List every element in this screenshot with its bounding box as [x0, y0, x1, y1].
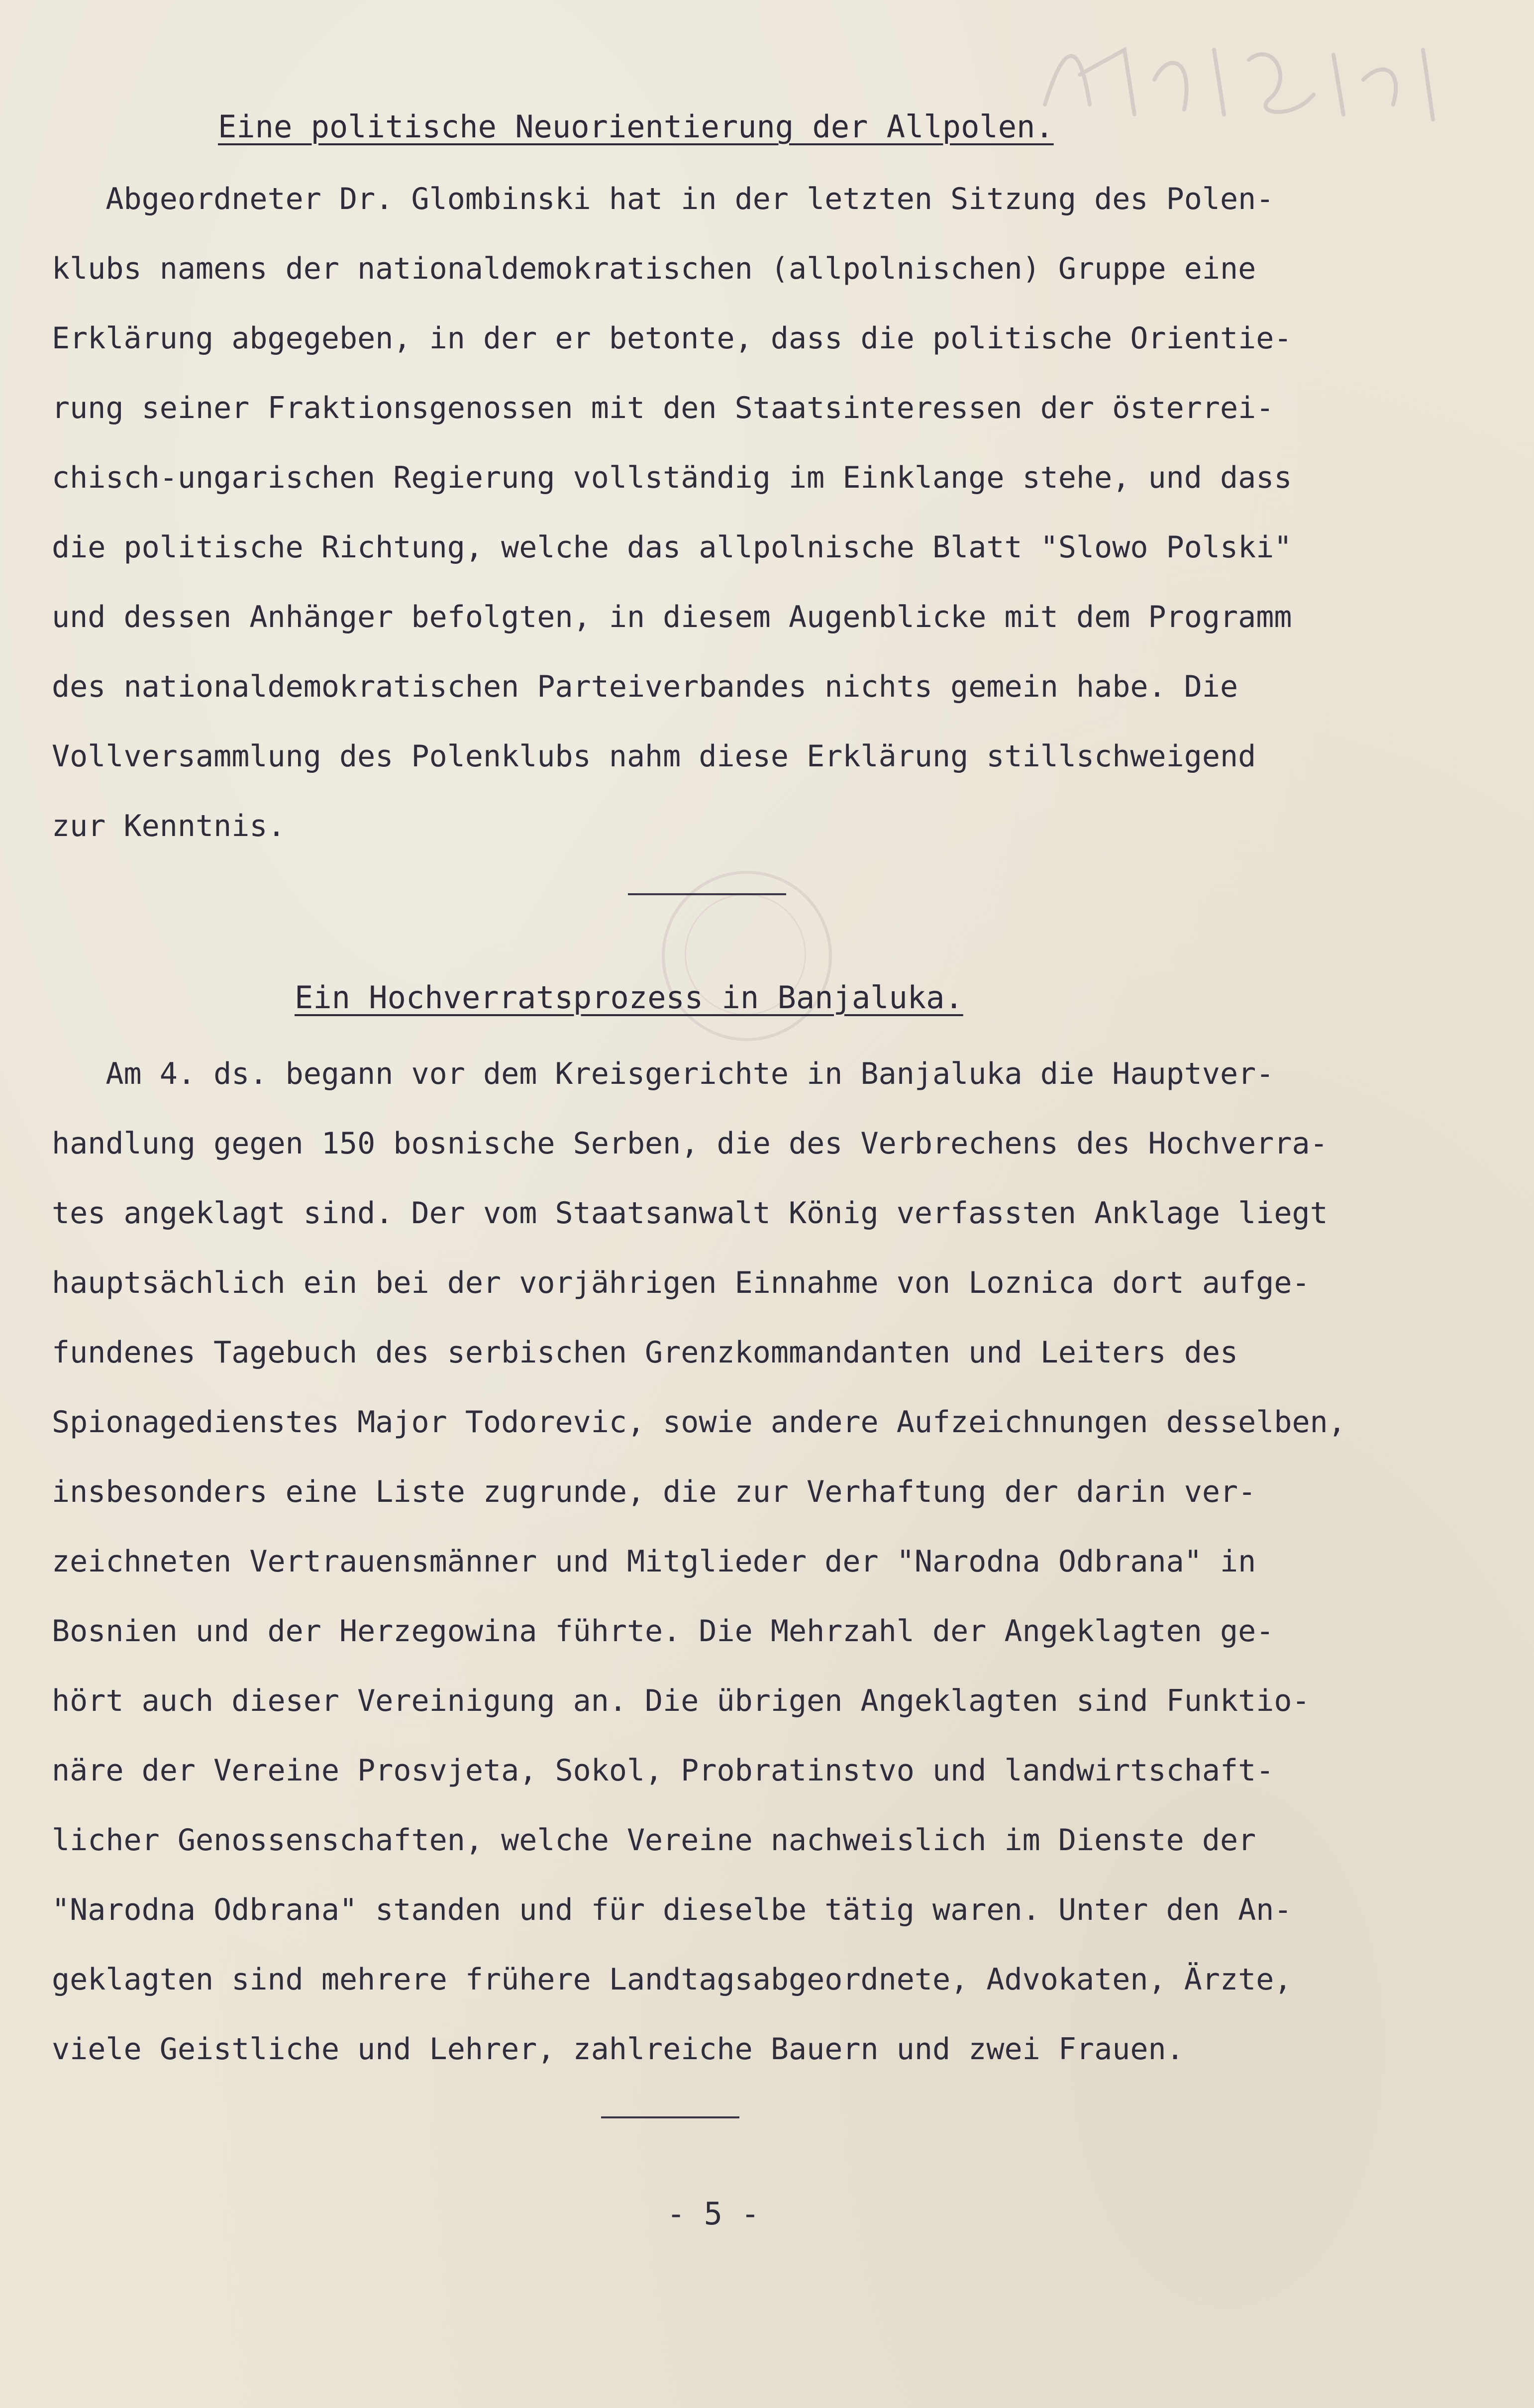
text-line: insbesonders eine Liste zugrunde, die zur Verhaftung der darin ver-: [52, 1474, 1256, 1509]
bleed-through-handwriting: [1035, 20, 1463, 149]
text-line: licher Genossenschaften, welche Vereine nachweislich im Dienste der: [52, 1823, 1256, 1858]
text-line: näre der Vereine Prosvjeta, Sokol, Probratinstvo und landwirtschaft-: [52, 1753, 1274, 1788]
page-number: - 5 -: [667, 2196, 760, 2232]
text-line: chisch-ungarischen Regierung vollständig im Einklange stehe, und dass: [52, 460, 1292, 495]
text-line: klubs namens der nationaldemokratischen (allpolnischen) Gruppe eine: [52, 251, 1256, 286]
section-divider: [628, 893, 786, 895]
text-line: "Narodna Odbrana" standen und für dieselbe tätig waren. Unter den An-: [52, 1892, 1292, 1927]
text-line: viele Geistliche und Lehrer, zahlreiche Bauern und zwei Frauen.: [52, 2032, 1184, 2067]
text-line: hauptsächlich ein bei der vorjährigen Einnahme von Loznica dort aufge-: [52, 1265, 1310, 1300]
text-line: fundenes Tagebuch des serbischen Grenzkommandanten und Leiters des: [52, 1335, 1238, 1370]
text-line: geklagten sind mehrere frühere Landtagsabgeordnete, Advokaten, Ärzte,: [52, 1962, 1292, 1997]
section-heading-allpolen: Eine politische Neuorientierung der Allpolen.: [218, 108, 1054, 145]
text-line: handlung gegen 150 bosnische Serben, die des Verbrechens des Hochverra-: [52, 1126, 1328, 1161]
section-body-banjaluka: [52, 1039, 1495, 2084]
text-line: Am 4. ds. begann vor dem Kreisgerichte in Banjaluka die Hauptver-: [52, 1056, 1274, 1091]
text-line: Abgeordneter Dr. Glombinski hat in der letzten Sitzung des Polen-: [52, 182, 1274, 216]
text-line: Erklärung abgegeben, in der er betonte, dass die politische Orientie-: [52, 321, 1292, 356]
text-line: Spionagedienstes Major Todorevic, sowie andere Aufzeichnungen desselben,: [52, 1405, 1346, 1440]
section-divider: [601, 2116, 739, 2118]
text-line: zeichneten Vertrauensmänner und Mitglieder der "Narodna Odbrana" in: [52, 1544, 1256, 1579]
text-line: und dessen Anhänger befolgten, in diesem Augenblicke mit dem Programm: [52, 600, 1292, 634]
text-line: tes angeklagt sind. Der vom Staatsanwalt König verfassten Anklage liegt: [52, 1196, 1328, 1231]
text-line: des nationaldemokratischen Parteiverbandes nichts gemein habe. Die: [52, 669, 1238, 704]
section-body-allpolen: [52, 164, 1495, 861]
section-heading-banjaluka: Ein Hochverratsprozess in Banjaluka.: [295, 979, 963, 1016]
text-line: zur Kenntnis.: [52, 809, 286, 843]
text-line: rung seiner Fraktionsgenossen mit den Staatsinteressen der österrei-: [52, 391, 1274, 425]
text-line: Vollversammlung des Polenklubs nahm diese Erklärung stillschweigend: [52, 739, 1256, 774]
text-line: die politische Richtung, welche das allpolnische Blatt "Slowo Polski": [52, 530, 1292, 565]
text-line: Bosnien und der Herzegowina führte. Die Mehrzahl der Angeklagten ge-: [52, 1614, 1274, 1649]
text-line: hört auch dieser Vereinigung an. Die übrigen Angeklagten sind Funktio-: [52, 1683, 1310, 1718]
